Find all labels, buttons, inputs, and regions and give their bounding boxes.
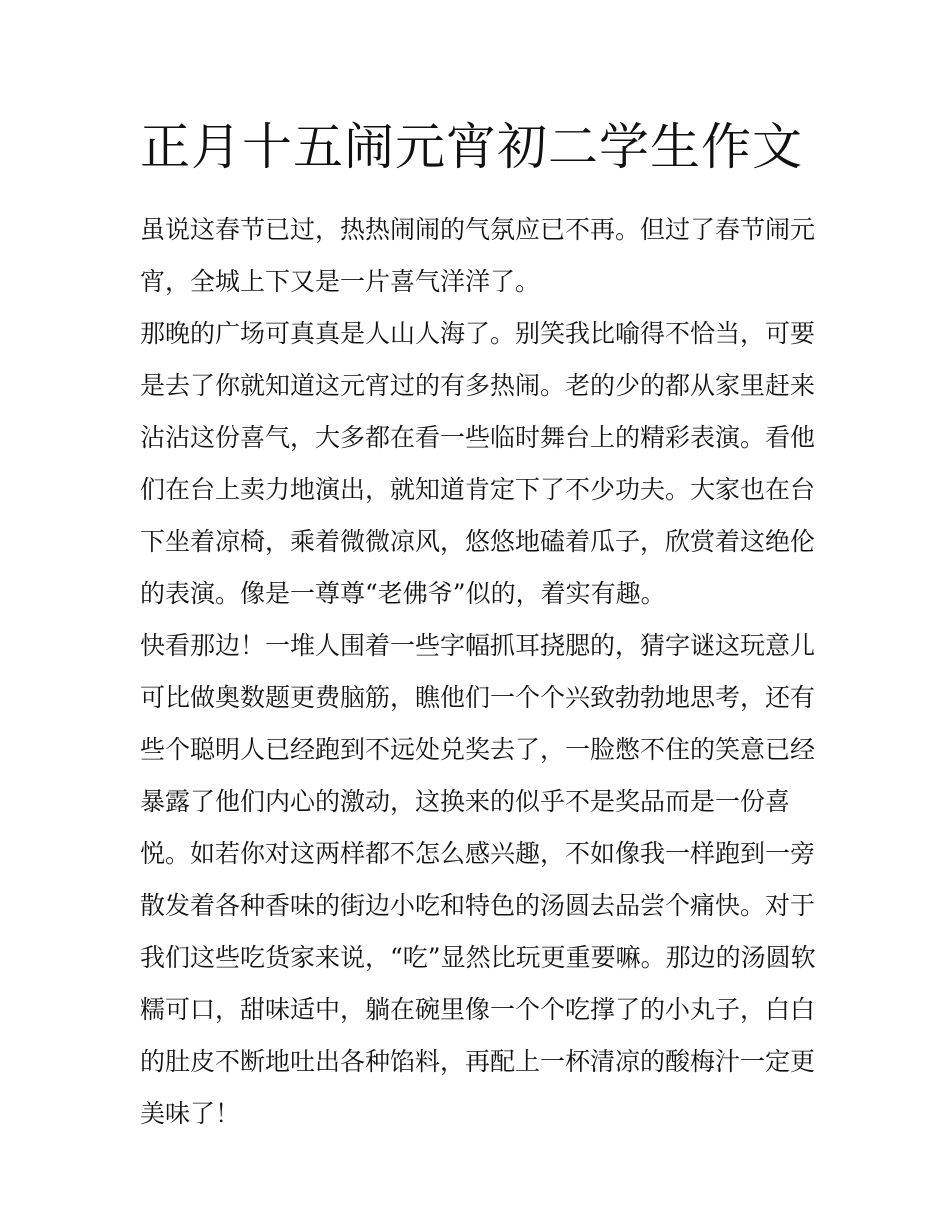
document-body <box>140 204 816 1140</box>
text-line: 们在台上卖力地演出，就知道肯定下了不少功夫。大家也在台 <box>140 475 816 504</box>
paragraph-2 <box>140 308 816 620</box>
text-line: 的肚皮不断地吐出各种馅料，再配上一杯清凉的酸梅汁一定更 <box>140 1047 816 1076</box>
text-line: 美味了！ <box>140 1099 241 1128</box>
text-line: 下坐着凉椅，乘着微微凉风，悠悠地磕着瓜子，欣赏着这绝伦 <box>140 527 816 556</box>
text-line: 快看那边！一堆人围着一些字幅抓耳挠腮的，猜字谜这玩意儿 <box>140 631 816 660</box>
text-line: 暴露了他们内心的激动，这换来的似乎不是奖品而是一份喜 <box>140 787 791 816</box>
text-line: 是去了你就知道这元宵过的有多热闹。老的少的都从家里赶来 <box>140 371 816 400</box>
text-line: 悦。如若你对这两样都不怎么感兴趣，不如像我一样跑到一旁 <box>140 839 816 868</box>
text-line: 宵，全城上下又是一片喜气洋洋了。 <box>140 267 541 296</box>
text-line: 的表演。像是一尊尊“老佛爷”似的，着实有趣。 <box>140 579 666 608</box>
text-line: 散发着各种香味的街边小吃和特色的汤圆去品尝个痛快。对于 <box>140 891 816 920</box>
document-title: 正月十五闹元宵初二学生作文 <box>140 118 803 176</box>
text-line: 那晚的广场可真真是人山人海了。别笑我比喻得不恰当，可要 <box>140 319 816 348</box>
text-line: 糯可口，甜味适中，躺在碗里像一个个吃撑了的小丸子，白白 <box>140 995 816 1024</box>
text-line: 沾沾这份喜气，大多都在看一些临时舞台上的精彩表演。看他 <box>140 423 816 452</box>
text-line: 虽说这春节已过，热热闹闹的气氛应已不再。但过了春节闹元 <box>140 215 816 244</box>
paragraph-1 <box>140 204 816 308</box>
text-line: 可比做奥数题更费脑筋，瞧他们一个个兴致勃勃地思考，还有 <box>140 683 816 712</box>
text-line: 些个聪明人已经跑到不远处兑奖去了，一脸憋不住的笑意已经 <box>140 735 816 764</box>
paragraph-3 <box>140 620 816 1140</box>
text-line: 我们这些吃货家来说，“吃”显然比玩更重要嘛。那边的汤圆软 <box>140 943 816 972</box>
